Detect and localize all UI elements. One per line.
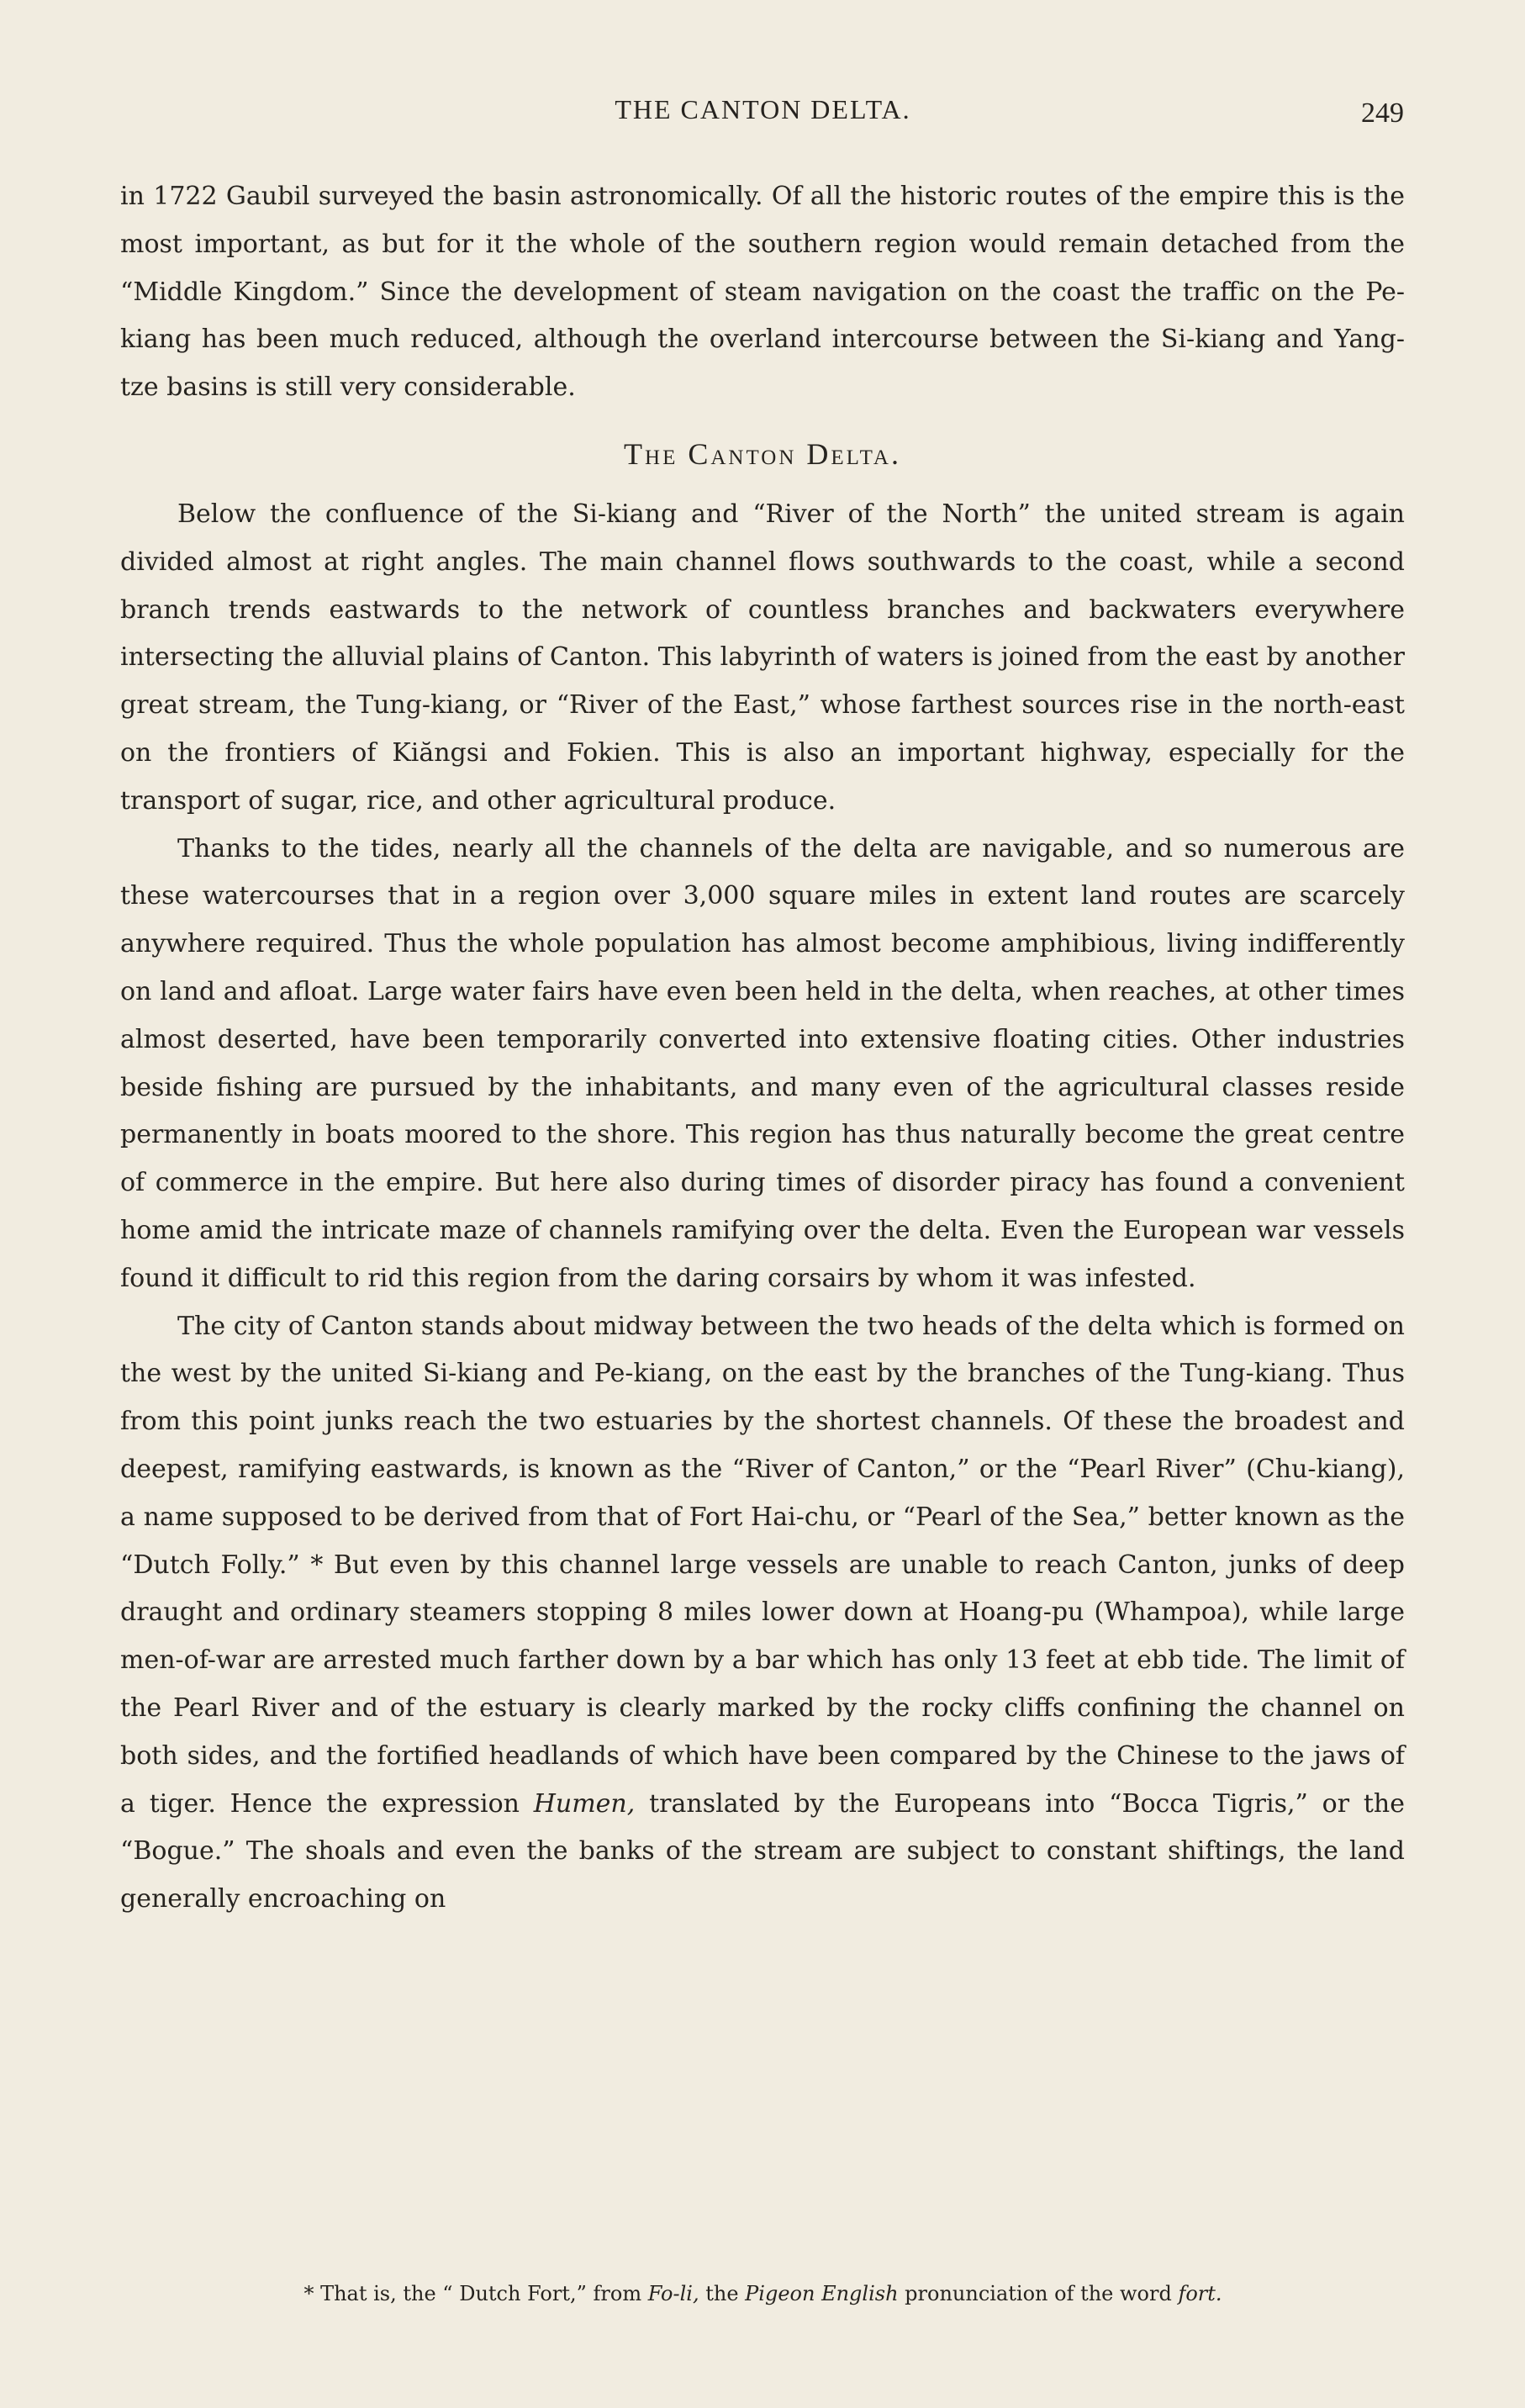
page-number: 249 xyxy=(1361,98,1404,129)
intro-paragraph: in 1722 Gaubil surveyed the basin astronomically. Of all the historic routes of the empire this is the most important, as but for it the whole of the southern region would remain detached from the “Middle Kingdom.” Since the development of steam navigation on the coast the traffic on the Pe-kiang has been much reduced, although the overland intercourse between the Si-kiang and Yang-tze basins is still very considerable. xyxy=(120,182,1405,403)
footnote-italic-fort: fort. xyxy=(1178,2282,1222,2305)
footnote-text-b: the xyxy=(699,2282,746,2305)
section-heading xyxy=(120,430,1405,478)
section-heading-text: The Canton Delta. xyxy=(624,436,901,471)
footnote-italic-foli: Fo-li, xyxy=(647,2282,699,2305)
footnote-marker: * xyxy=(303,2282,314,2305)
paragraph-confluence: Below the confluence of the Si-kiang and “River of the North” the united stream is again divided almost at right angles. The main channel flows southwards to the coast, while a second branch trends eastwards to the network of countless branches and backwaters everywhere intersecting the alluvial plains of Canton. This labyrinth of waters is joined from the east by another great stream, the Tung-kiang, or “River of the East,” whose farthest sources rise in the north-east on the frontiers of Kiăngsi and Fokien. This is also an important highway, especially for the transport of sugar, rice, and other agricultural produce. xyxy=(120,499,1405,816)
running-header xyxy=(122,94,1404,145)
paragraph-tides: Thanks to the tides, nearly all the channels of the delta are navigable, and so numerous are these watercourses that in a region over 3,000 square miles in extent land routes are scarcely anywhere required. Thus the whole population has almost become amphibious, living indifferently on land and afloat. Large water fairs have even been held in the delta, when reaches, at other times almost deserted, have been temporarily converted into extensive floating cities. Other industries beside fishing are pursued by the inhabitants, and many even of the agricultural classes reside permanently in boats moored to the shore. This region has thus naturally become the great centre of commerce in the empire. But here also during times of disorder piracy has found a convenient home amid the intricate maze of channels ramifying over the delta. Even the European war vessels found it difficult to rid this region from the daring corsairs by whom it was infested. xyxy=(120,833,1405,1293)
body-text xyxy=(120,173,1405,1924)
paragraph-canton-text-a: The city of Canton stands about midway between the two heads of the delta which is formed on the west by the united Si-kiang and Pe-kiang, on the east by the branches of the Tung-kiang. Thus from this point junks reach the two estuaries by the shortest channels. Of these the broadest and deepest, ramifying eastwards, is known as the “River of Canton,” or the “Pearl River” (Chu-kiang), a name supposed to be derived from that of Fort Hai-chu, or “Pearl of the Sea,” better known as the “Dutch Folly.” * But even by this channel large vessels are unable to reach Canton, junks of deep draught and ordinary steamers stopping 8 miles lower down at Hoang-pu (Whampoa), while large men-of-war are arrested much farther down by a bar which has only 13 feet at ebb tide. The limit of the Pearl River and of the estuary is clearly marked by the rocky cliffs confining the channel on both sides, and the fortified headlands of which have been compared by the Chinese to the jaws of a tiger. Hence the expression xyxy=(120,1311,1405,1819)
footnote-text-c: pronunciation of the word xyxy=(898,2282,1179,2305)
paragraph-canton-city xyxy=(120,1303,1405,1924)
paragraph-canton-text-b: translated by the Europeans into “Bocca Tigris,” or the “Bogue.” The shoals and even the banks of the stream are subject to constant shiftings, the land generally encroaching on xyxy=(120,1788,1405,1914)
header-title: THE CANTON DELTA. xyxy=(615,94,911,124)
footnote-text-a: That is, the “ Dutch Fort,” from xyxy=(320,2282,648,2305)
humen-term: Humen, xyxy=(533,1788,636,1819)
footnote-italic-pigeon-english: Pigeon English xyxy=(745,2282,899,2305)
footnote xyxy=(122,2282,1404,2305)
